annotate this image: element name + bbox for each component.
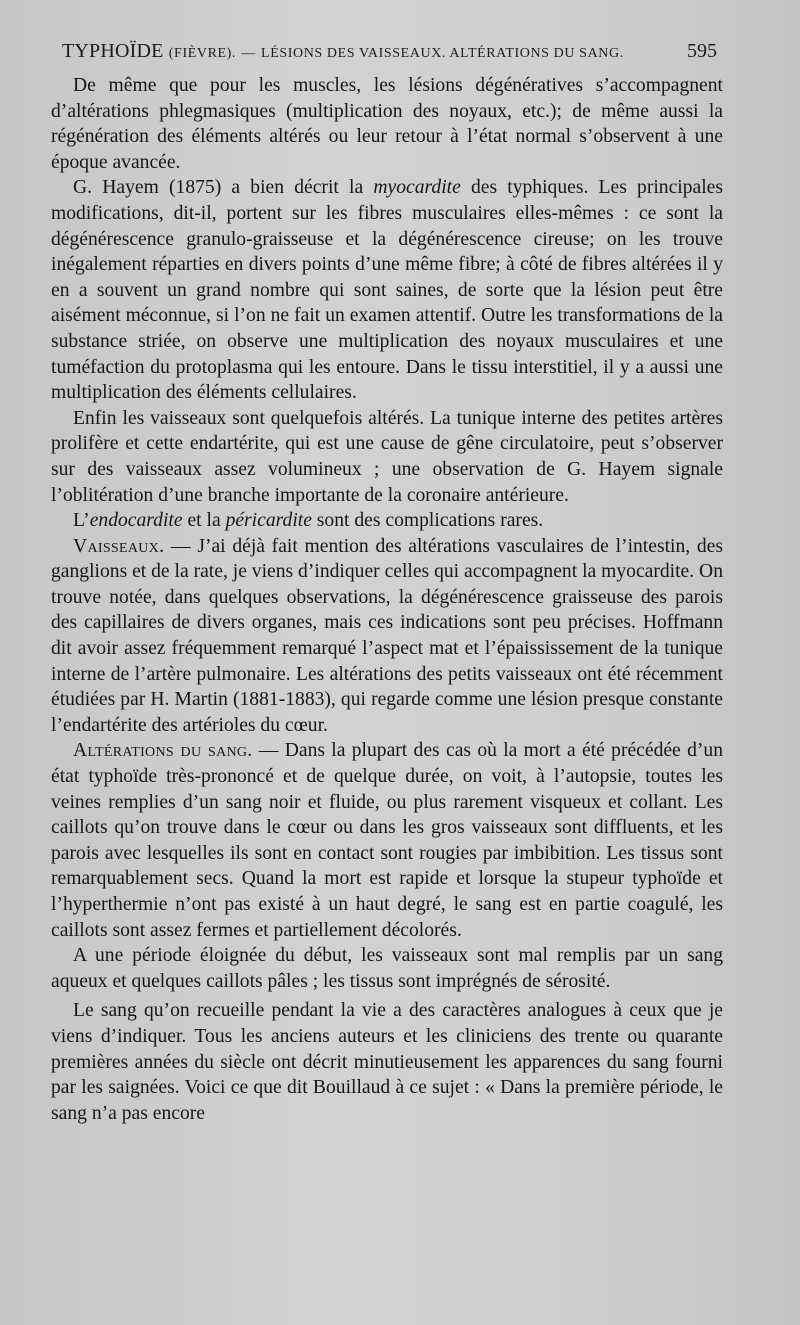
- running-title: [62, 40, 624, 63]
- paragraph-4: [51, 508, 723, 534]
- title-parenthetical: (FIÈVRE).: [168, 46, 237, 61]
- paragraph-2: [51, 175, 723, 405]
- title-main: TYPHOÏDE: [62, 40, 164, 62]
- paragraph-2-start: G. Hayem (1875) a bien décrit la: [73, 177, 374, 199]
- term-pericardite: péricardite: [225, 510, 312, 532]
- term-myocardite: myocardite: [373, 177, 461, 199]
- paragraph-8: Le sang qu’on recueille pendant la vie a des caractères analogues à ceux que je viens d’indiquer. Tous les anciens auteurs et les cliniciens des trente ou quarante premières années du siècle ont décrit minutieusement les apparences du sang fourni par les saignées. Voici ce que dit Bouillaud à ce sujet : « Dans la première période, le sang n’a pas encore: [51, 1000, 723, 1124]
- paragraph-4-mid: et la: [182, 510, 226, 532]
- paragraph-3: Enfin les vaisseaux sont quelquefois altérés. La tunique interne des petites artères prolifère et cette endartérite, qui est une cause de gêne circulatoire, peut s’observer sur des vaisseaux assez volumineux ; une observation de G. Hayem signale l’oblitération d’une branche importante de la coronaire antérieure.: [51, 407, 723, 506]
- section-heading-alterations-du-sang: Altérations du sang.: [73, 740, 253, 762]
- page-number: 595: [687, 40, 717, 62]
- paragraph-4-end: sont des complications rares.: [311, 510, 544, 532]
- body-text: [51, 73, 723, 1126]
- section-vaisseaux-text: — J’ai déjà fait mention des altérations vasculaires de l’intestin, des ganglions et de la rate, je viens d’indiquer celles qui accompagnent la myocardite. On trouve notée, dans quelques observations, la dégénérescence graisseuse des parois des capillaires de divers organes, mais ces indications sont peu précises. Hoffmann dit avoir assez fréquemment remarqué l’aspect mat et l’épaississement de la tunique interne de l’artère pulmonaire. Les altérations des petits vaisseaux ont été récemment étudiées par H. Martin (1881-1883), qui regarde comme une lésion presque constante l’endartérite des artérioles du cœur.: [51, 535, 723, 736]
- running-header: [62, 40, 717, 70]
- title-dash: —: [241, 46, 256, 61]
- paragraph-7: A une période éloignée du début, les vaisseaux sont mal remplis par un sang aqueux et quelques caillots pâles ; les tissus sont imprégnés de sérosité.: [51, 945, 723, 992]
- term-endocardite: endocardite: [89, 510, 183, 532]
- title-section: LÉSIONS DES VAISSEAUX. ALTÉRATIONS DU SANG.: [261, 46, 624, 61]
- paragraph-2-rest: des typhiques. Les principales modifications, dit-il, portent sur les fibres musculaires elles-mêmes : ce sont la dégénérescence granulo-graisseuse et la dégénérescence cireuse; on les trouve inégalement réparties en divers points d’une même fibre; à côté de fibres altérées il y en a souvent un grand nombre qui sont saines, de sorte que la lésion peut être aisément méconnue, si l’on ne fait un examen attentif. Outre les transformations de la substance striée, on observe une multiplication des noyaux musculaires et une tuméfaction du protoplasma qui les entoure. Dans le tissu interstitiel, il y a aussi une multiplication des éléments cellulaires.: [51, 177, 723, 404]
- section-alterations-text: — Dans la plupart des cas où la mort a été précédée d’un état typhoïde très-prononcé et de quelque durée, on voit, à l’autopsie, toutes les veines remplies d’un sang noir et fluide, ou plus rarement visqueux et collant. Les caillots qu’on trouve dans le cœur ou dans les gros vaisseaux sont diffluents, et les parois avec lesquelles ils sont en contact sont rougies par imbibition. Les tissus sont remarquablement secs. Quand la mort est rapide et lorsque la stupeur typhoïde et l’hyperthermie n’ont pas existé à un haut degré, le sang est en partie coagulé, les caillots sont assez fermes et partiellement décolorés.: [51, 740, 723, 941]
- section-heading-vaisseaux: Vaisseaux.: [73, 535, 165, 557]
- paragraph-1: De même que pour les muscles, les lésions dégénératives s’accompagnent d’altérations phlegmasiques (multiplication des noyaux, etc.); de même aussi la régénération des éléments altérés ou leur retour à l’état normal s’observent à une époque avancée.: [51, 75, 723, 173]
- section-vaisseaux: [51, 534, 723, 739]
- paragraph-4-start: L’: [73, 510, 90, 532]
- section-alterations-du-sang: [51, 738, 723, 943]
